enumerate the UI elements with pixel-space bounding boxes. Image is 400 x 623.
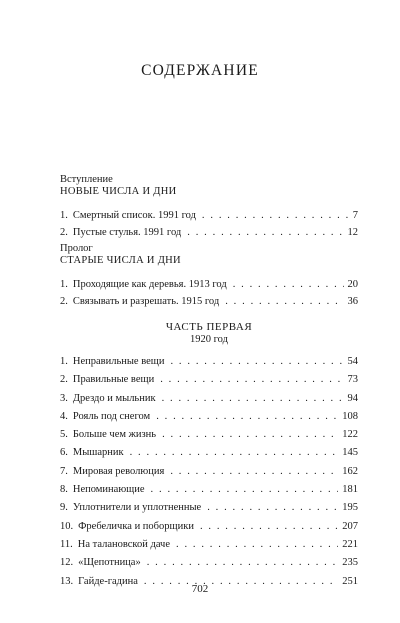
entry-title: «Щепотница» bbox=[78, 557, 141, 569]
entry-title: Мышарник bbox=[72, 447, 124, 459]
entry-page: 94 bbox=[347, 392, 358, 404]
toc-entry bbox=[60, 481, 358, 499]
entry-title: Дрездо и мыльник bbox=[72, 392, 156, 404]
entry-title: Непоминающие bbox=[72, 484, 145, 496]
dot-leader bbox=[162, 426, 338, 444]
dot-leader bbox=[156, 408, 338, 426]
entry-title: На талановской даче bbox=[77, 538, 170, 550]
toc-entry bbox=[60, 463, 358, 481]
prologue-title: СТАРЫЕ ЧИСЛА И ДНИ bbox=[60, 255, 181, 266]
toc-entry bbox=[60, 518, 358, 536]
entry-page: 145 bbox=[342, 447, 358, 459]
dot-leader bbox=[207, 499, 338, 517]
entry-number: 9. bbox=[60, 502, 68, 514]
dot-leader bbox=[160, 371, 343, 389]
entry-page: 235 bbox=[342, 557, 358, 569]
entry-number: 1. bbox=[60, 356, 68, 367]
entry-number: 3. bbox=[60, 392, 68, 404]
toc-entry bbox=[60, 353, 358, 371]
intro-entries bbox=[60, 207, 358, 241]
entry-title: Правильные вещи bbox=[72, 374, 155, 386]
entry-page: 108 bbox=[342, 410, 358, 422]
toc-entry bbox=[60, 444, 358, 462]
entry-number: 12. bbox=[60, 557, 74, 569]
entry-number: 2. bbox=[60, 374, 68, 386]
part-one-section bbox=[60, 321, 358, 591]
dot-leader bbox=[162, 390, 344, 408]
prologue-entries bbox=[60, 276, 358, 310]
entry-page: 73 bbox=[347, 374, 358, 386]
toc-entry bbox=[60, 207, 358, 224]
toc-entry bbox=[60, 224, 358, 241]
entry-title: Гайде-гадина bbox=[78, 575, 138, 587]
entry-number: 5. bbox=[60, 429, 68, 441]
prologue-label: Пролог bbox=[60, 243, 93, 254]
intro-title: НОВЫЕ ЧИСЛА И ДНИ bbox=[60, 186, 177, 197]
dot-leader bbox=[176, 536, 338, 554]
entry-number: 4. bbox=[60, 410, 68, 422]
entry-page: 162 bbox=[342, 465, 358, 477]
entry-page: 36 bbox=[347, 296, 358, 307]
entry-page: 181 bbox=[342, 484, 358, 496]
entry-number: 1. bbox=[60, 210, 68, 221]
entry-number: 10. bbox=[60, 520, 74, 532]
dot-leader bbox=[170, 353, 343, 371]
entry-title: Смертный список. 1991 год bbox=[72, 210, 196, 221]
entry-number: 13. bbox=[60, 575, 74, 587]
entry-title: Уплотнители и уплотненные bbox=[72, 502, 202, 514]
entry-page: 12 bbox=[347, 227, 358, 238]
entry-title: Неправильные вещи bbox=[72, 356, 165, 367]
entry-title: Рояль под снегом bbox=[72, 410, 151, 422]
toc-entry bbox=[60, 276, 358, 293]
toc-entry bbox=[60, 554, 358, 572]
entry-number: 11. bbox=[60, 538, 73, 550]
dot-leader bbox=[147, 554, 339, 572]
toc-entry bbox=[60, 390, 358, 408]
entry-page: 20 bbox=[347, 279, 358, 290]
entry-number: 6. bbox=[60, 447, 68, 459]
part-year: 1920 год bbox=[190, 334, 228, 345]
entry-page: 251 bbox=[342, 575, 358, 587]
entry-number: 8. bbox=[60, 484, 68, 496]
entry-title: Мировая революция bbox=[72, 465, 165, 477]
entry-title: Пустые стулья. 1991 год bbox=[72, 227, 182, 238]
entry-page: 122 bbox=[342, 429, 358, 441]
prologue-section bbox=[60, 243, 358, 310]
dot-leader bbox=[130, 444, 339, 462]
dot-leader bbox=[170, 463, 338, 481]
entry-page: 54 bbox=[347, 356, 358, 367]
dot-leader bbox=[151, 481, 339, 499]
toc-entry bbox=[60, 408, 358, 426]
entry-number: 7. bbox=[60, 465, 68, 477]
entry-title: Больше чем жизнь bbox=[72, 429, 157, 441]
page-title: СОДЕРЖАНИЕ bbox=[141, 62, 259, 79]
intro-label: Вступление bbox=[60, 174, 113, 185]
entry-number: 2. bbox=[60, 227, 68, 238]
entry-page: 221 bbox=[342, 538, 358, 550]
part-one-entries bbox=[60, 353, 358, 591]
dot-leader bbox=[225, 293, 343, 310]
entry-title: Проходящие как деревья. 1913 год bbox=[72, 279, 227, 290]
page-number: 702 bbox=[191, 583, 209, 595]
entry-title: Фребеличка и поборщики bbox=[78, 520, 194, 532]
entry-number: 2. bbox=[60, 296, 68, 307]
dot-leader bbox=[200, 518, 338, 536]
toc-entry bbox=[60, 293, 358, 310]
toc-entry bbox=[60, 426, 358, 444]
dot-leader bbox=[202, 207, 349, 224]
entry-page: 207 bbox=[342, 520, 358, 532]
part-title: ЧАСТЬ ПЕРВАЯ bbox=[165, 321, 253, 333]
dot-leader bbox=[187, 224, 343, 241]
toc-entry bbox=[60, 499, 358, 517]
dot-leader bbox=[233, 276, 344, 293]
entry-title: Связывать и разрешать. 1915 год bbox=[72, 296, 220, 307]
toc-entry bbox=[60, 371, 358, 389]
entry-page: 7 bbox=[352, 210, 358, 221]
intro-section bbox=[60, 174, 358, 241]
entry-number: 1. bbox=[60, 279, 68, 290]
toc-entry bbox=[60, 536, 358, 554]
entry-page: 195 bbox=[342, 502, 358, 514]
